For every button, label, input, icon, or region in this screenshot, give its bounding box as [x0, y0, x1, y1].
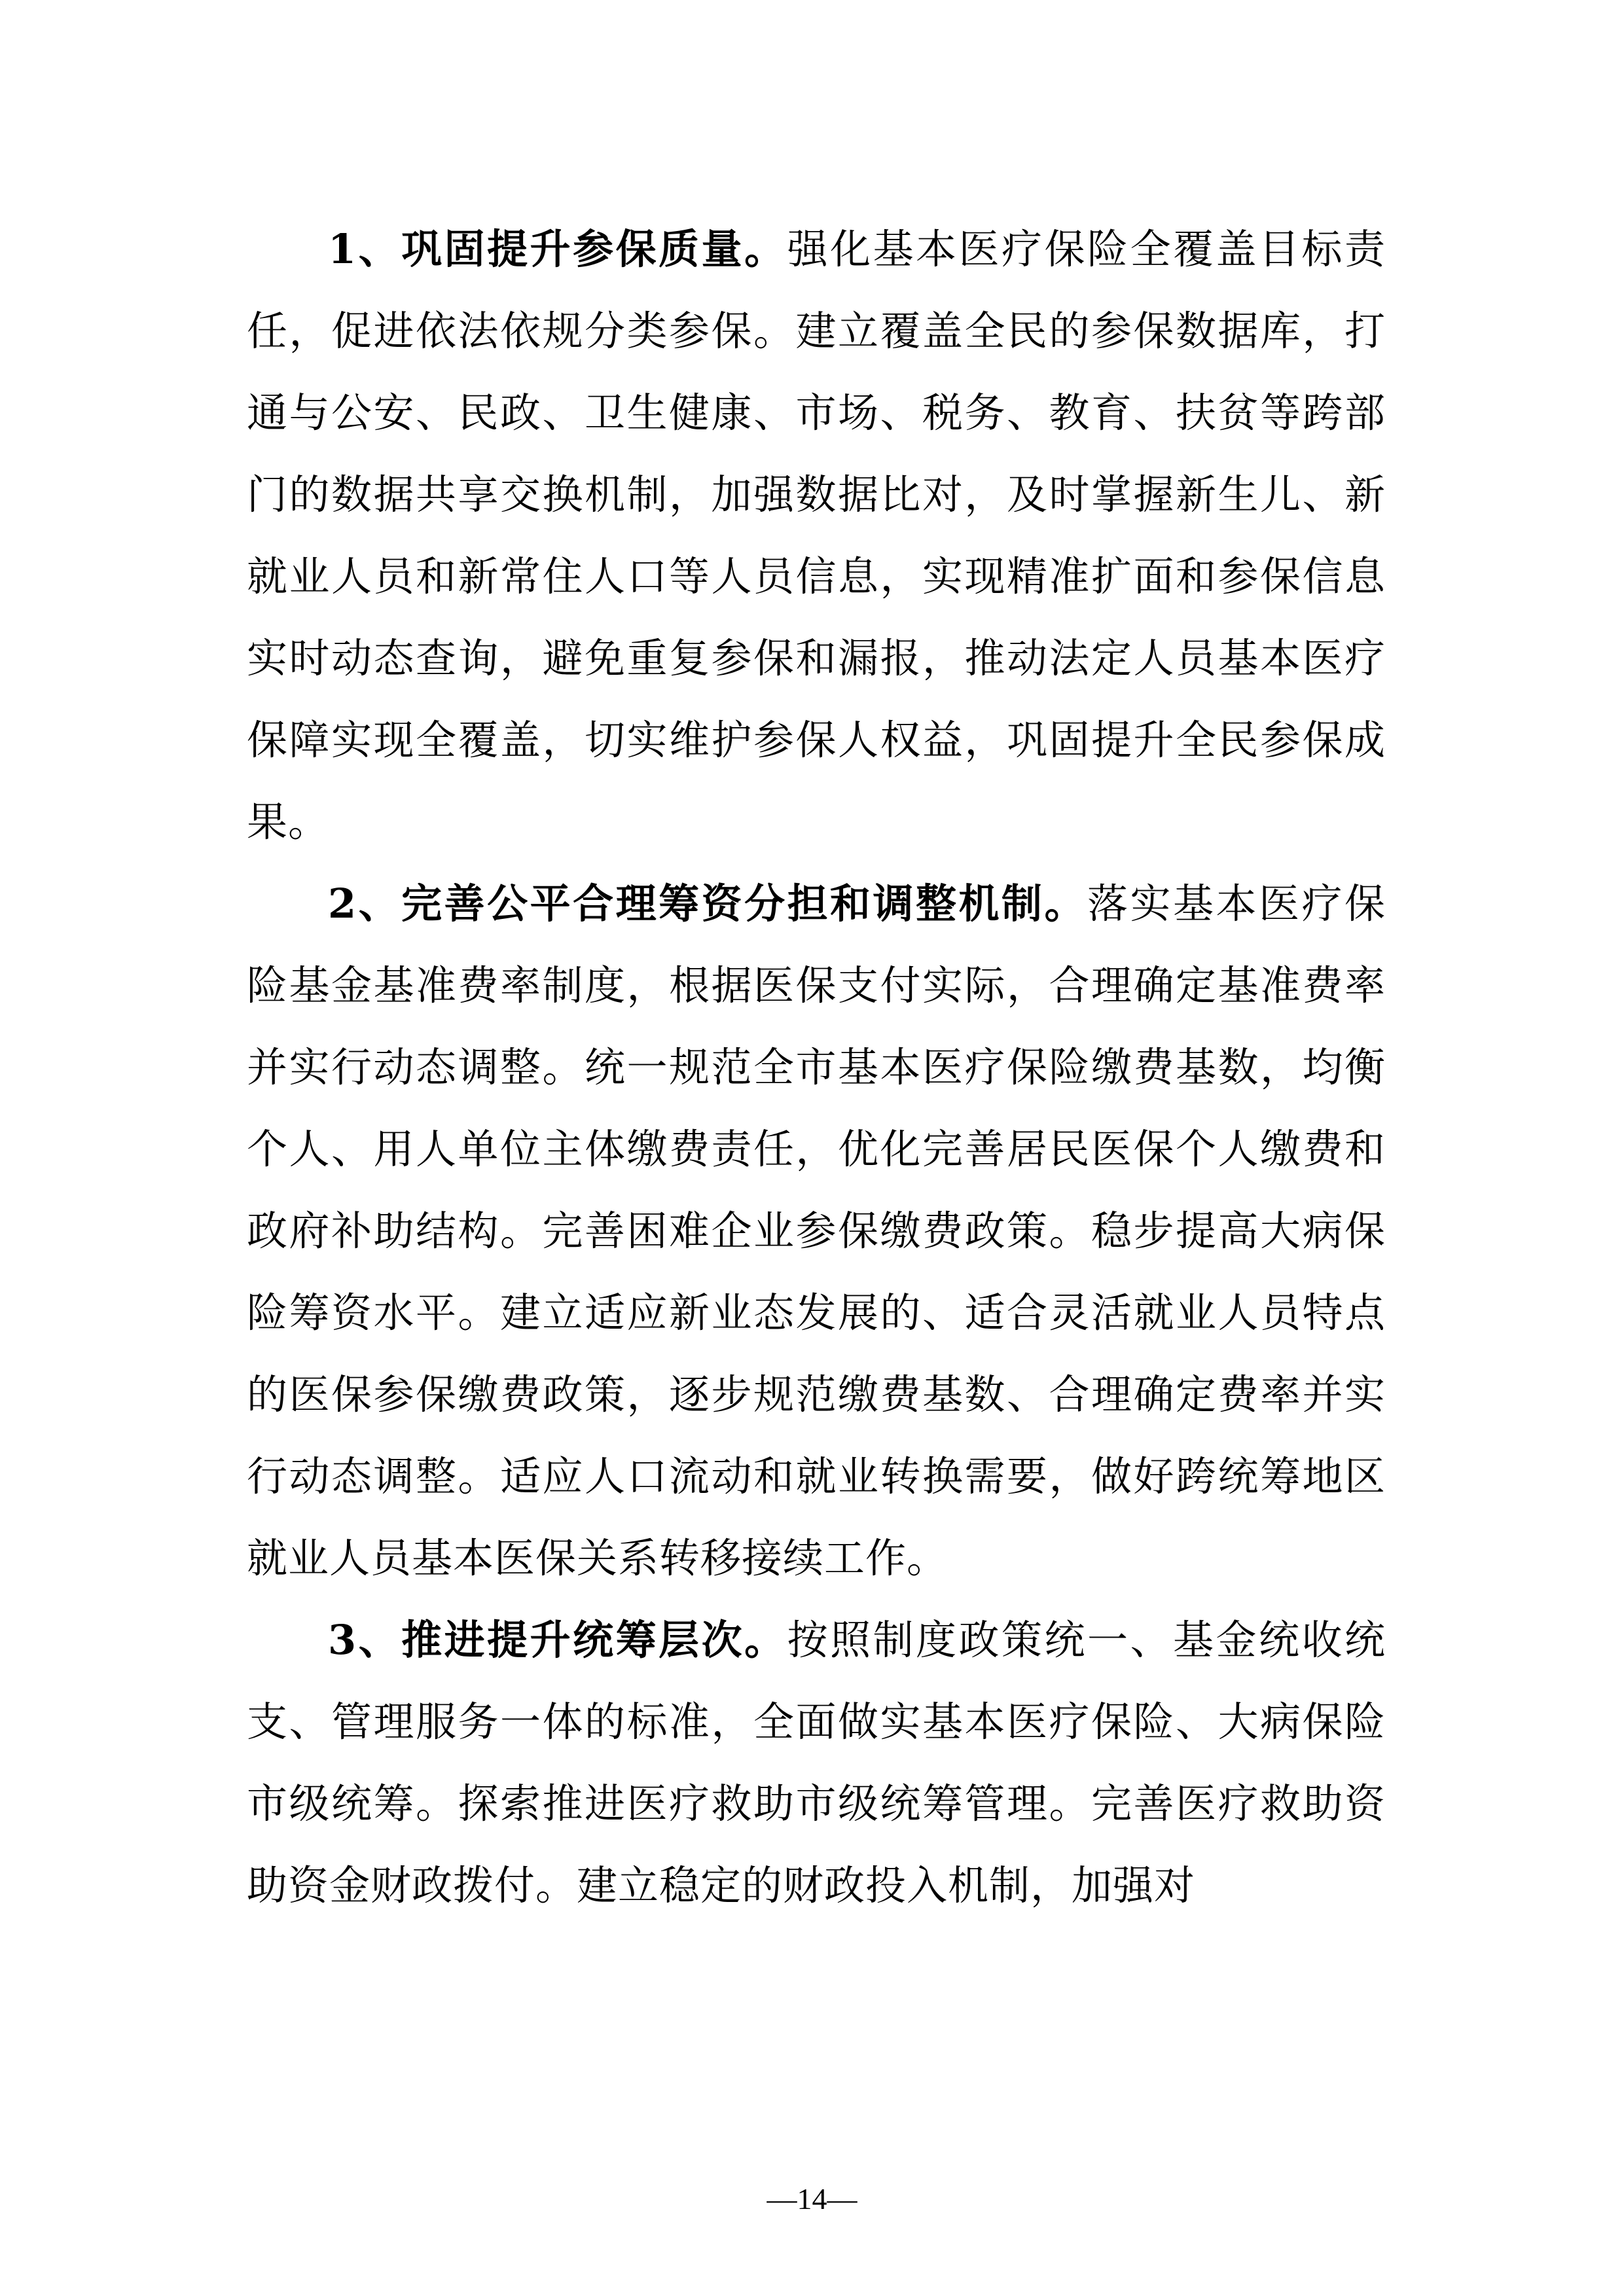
- paragraph-1-heading: 1、巩固提升参保质量。: [328, 225, 787, 273]
- paragraph-2: [247, 863, 1386, 1599]
- page-number: —14—: [767, 2182, 857, 2215]
- document-body: [247, 208, 1386, 1926]
- paragraph-2-heading: 2、完善公平合理筹资分担和调整机制。: [328, 880, 1088, 927]
- paragraph-3: [247, 1599, 1386, 1926]
- paragraph-3-text: 按照制度政策统一、基金统收统支、管理服务一体的标准，全面做实基本医疗保险、大病保险市级统筹。探索推进医疗救助市级统筹管理。完善医疗救助资助资金财政拨付。建立稳定的财政投入机制，加强对: [247, 1616, 1386, 1909]
- paragraph-2-text: 落实基本医疗保险基金基准费率制度，根据医保支付实际，合理确定基准费率并实行动态调整。统一规范全市基本医疗保险缴费基数，均衡个人、用人单位主体缴费责任，优化完善居民医保个人缴费和政府补助结构。完善困难企业参保缴费政策。稳步提高大病保险筹资水平。建立适应新业态发展的、适合灵活就业人员特点的医保参保缴费政策，逐步规范缴费基数、合理确定费率并实行动态调整。适应人口流动和就业转换需要，做好跨统筹地区就业人员基本医保关系转移接续工作。: [247, 880, 1386, 1582]
- paragraph-1-text: 强化基本医疗保险全覆盖目标责任，促进依法依规分类参保。建立覆盖全民的参保数据库，打通与公安、民政、卫生健康、市场、税务、教育、扶贫等跨部门的数据共享交换机制，加强数据比对，及时掌握新生儿、新就业人员和新常住人口等人员信息，实现精准扩面和参保信息实时动态查询，避免重复参保和漏报，推动法定人员基本医疗保障实现全覆盖，切实维护参保人权益，巩固提升全民参保成果。: [247, 225, 1386, 846]
- paragraph-1: [247, 208, 1386, 863]
- paragraph-3-heading: 3、推进提升统筹层次。: [328, 1616, 787, 1664]
